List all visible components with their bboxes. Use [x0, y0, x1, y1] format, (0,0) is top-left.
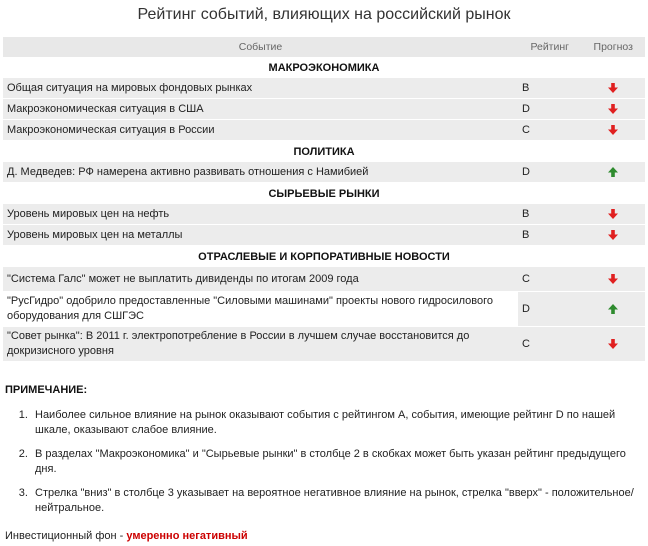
arrow-up-icon	[607, 166, 619, 178]
arrow-down-icon	[607, 124, 619, 136]
events-table	[3, 37, 645, 362]
notes-heading: ПРИМЕЧАНИЕ:	[5, 384, 88, 396]
forecast-cell	[581, 327, 645, 362]
rating-cell: C	[518, 267, 581, 292]
rating-cell: D	[518, 162, 581, 183]
forecast-cell	[581, 99, 645, 120]
section-heading-row	[3, 246, 645, 268]
section-heading: СЫРЬЕВЫЕ РЫНКИ	[3, 183, 645, 205]
table-row	[3, 99, 645, 120]
event-cell: "РусГидро" одобрило предоставленные "Силовыми машинами" проекты нового гидросилового оборудования для СШГЭС	[3, 292, 518, 327]
note-item: 2. В разделах "Макроэкономика" и "Сырьевые рынки" в столбце 2 в скобках может быть указан рейтинг предыдущего дня.	[31, 447, 645, 477]
table-header	[3, 37, 645, 57]
notes-block	[5, 384, 645, 525]
rating-cell: C	[518, 327, 581, 362]
arrow-down-icon	[607, 229, 619, 241]
forecast-cell	[581, 204, 645, 225]
table-row	[3, 327, 645, 362]
table-row	[3, 162, 645, 183]
rating-cell: D	[518, 292, 581, 327]
event-cell: Общая ситуация на мировых фондовых рынках	[3, 78, 518, 99]
arrow-down-icon	[607, 82, 619, 94]
forecast-cell	[581, 162, 645, 183]
table-row	[3, 267, 645, 292]
table-row	[3, 292, 645, 327]
forecast-cell	[581, 292, 645, 327]
event-cell: Уровень мировых цен на металлы	[3, 225, 518, 246]
column-header-rating: Рейтинг	[518, 37, 581, 57]
note-item: 3. Стрелка "вниз" в столбце 3 указывает на вероятное негативное влияние на рынок, стрелка "вверх" - положительное/нейтральное.	[31, 486, 645, 516]
notes-list	[5, 408, 645, 516]
rating-cell: D	[518, 99, 581, 120]
section-heading-row	[3, 183, 645, 205]
page-title: Рейтинг событий, влияющих на российский рынок	[137, 6, 511, 23]
rating-cell: C	[518, 120, 581, 141]
rating-cell: B	[518, 78, 581, 99]
section-heading: ПОЛИТИКА	[3, 141, 645, 163]
table-row	[3, 204, 645, 225]
event-cell: "Совет рынка": В 2011 г. электропотребление в России в лучшем случае восстановится до докризисного уровня	[3, 327, 518, 362]
event-cell: Уровень мировых цен на нефть	[3, 204, 518, 225]
rating-cell: B	[518, 204, 581, 225]
section-heading-row	[3, 141, 645, 163]
investment-background-label: Инвестиционный фон -	[5, 530, 127, 542]
forecast-cell	[581, 225, 645, 246]
table-row	[3, 225, 645, 246]
event-cell: Макроэкономическая ситуация в США	[3, 99, 518, 120]
arrow-up-icon	[607, 303, 619, 315]
rating-cell: B	[518, 225, 581, 246]
note-item: 1. Наиболее сильное влияние на рынок оказывают события с рейтингом А, события, имеющие рейтинг D по нашей шкале, оказывают слабое влияние.	[31, 408, 645, 438]
forecast-cell	[581, 78, 645, 99]
section-heading-row	[3, 57, 645, 78]
column-header-forecast: Прогноз	[581, 37, 645, 57]
table-row	[3, 78, 645, 99]
arrow-down-icon	[607, 338, 619, 350]
forecast-cell	[581, 267, 645, 292]
event-cell: Макроэкономическая ситуация в России	[3, 120, 518, 141]
section-heading: ОТРАСЛЕВЫЕ И КОРПОРАТИВНЫЕ НОВОСТИ	[3, 246, 645, 268]
event-cell: "Система Галс" может не выплатить дивиденды по итогам 2009 года	[3, 267, 518, 292]
event-cell: Д. Медведев: РФ намерена активно развивать отношения с Намибией	[3, 162, 518, 183]
arrow-down-icon	[607, 273, 619, 285]
arrow-down-icon	[607, 208, 619, 220]
investment-background-value: умеренно негативный	[126, 530, 248, 542]
column-header-event: Событие	[3, 37, 518, 57]
table-row	[3, 120, 645, 141]
section-heading: МАКРОЭКОНОМИКА	[3, 57, 645, 78]
arrow-down-icon	[607, 103, 619, 115]
forecast-cell	[581, 120, 645, 141]
investment-background	[5, 530, 248, 542]
